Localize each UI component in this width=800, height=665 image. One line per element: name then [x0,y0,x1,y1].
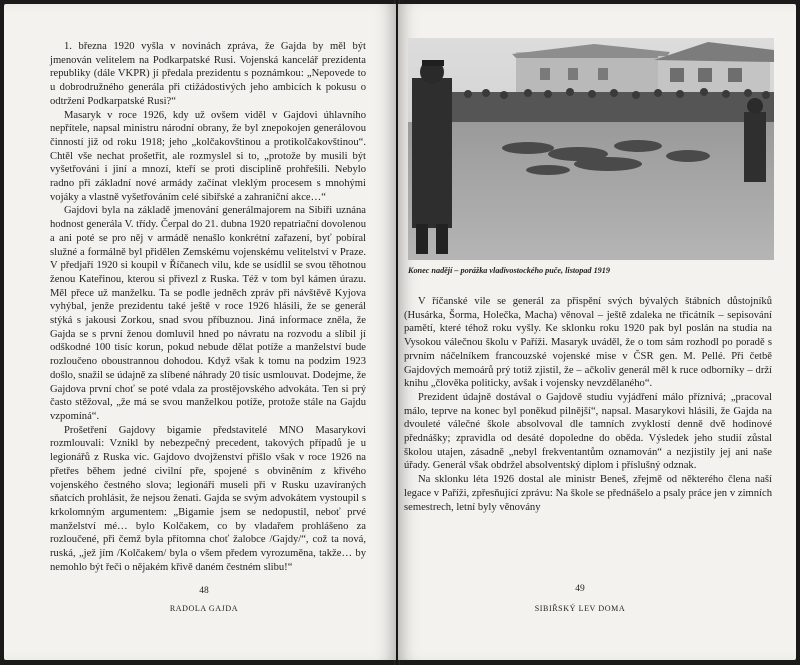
paragraph: Prezident údajně dostával o Gajdově studiu vyjádření málo příznivá; „pracoval málo, teprve na konec byl poněkud pilnější“, napsal. Masarykovi hlásili, že Gajda na dvouleté válečné škole absolvoval dle tamních zvyklostí denně dvě hodinové přednášky; zpravidla od desáté dopoledne do oběda. Výsledek jeho studií zůstal školou utajen, zásadně „nebyl frekventantům oznamován“ a nezjistily jej ani naše úřady. Generál však obdržel absolventský diplom i příslušný odznak. [404,391,772,472]
paragraph: Gajdovi byla na základě jmenování generálmajorem na Sibiři uznána hodnost generála V. třídy. Čerpal do 21. dubna 1920 repatriační dovolenou a ani poté se pro něj v armádě nenašlo konkrétní zařazení, byť pobíral služné a formálně byl přidělen Zemskému vojenskému velitelství v Praze. V předjaří 1920 si koupil v Říčanech vilu, kde se usídlil se svou těhotnou ženou Kateřinou, kterou si přivezl z Ruska. Též v tom byl kámen úrazu. Měl přece už manželku. Ta se podle jedněch zpráv při návštěvě Kyjova vyhýbal, jenže prezidentu také ještě v roce 1926 hlásili, že se generál stýká s jakousi Zorkou, snad svou příbuznou. Jiná informace zněla, že Gajda se s první ženou domluvil hned po návratu na rozvodu a slíbil jí odškodné 100 tisíc korun, pokud nebude dělat potíže a manželství bude rozloučeno oboustrannou dohodou. Když však k tomu na podzim 1923 došlo, snažil se údajně za slíbené náhrady 20 tisíc usmlouvat. Dodejme, že Gajdova první choť se poté vdala za prostějovského advokáta. Ten si prý často stěžoval, „že má se svou manželkou potíže, protože stále na Gajdu vzpomíná“. [50,205,366,422]
right-page-body [404,295,772,514]
paragraph: Masaryk v roce 1926, kdy už ovšem viděl v Gajdovi úhlavního nepřítele, napsal ministru národní obrany, že byl znepokojen generálovou činností již od roku 1918; jeho „kolčakovštinou a protikolčakovštinou“. Chtěl vše nechat prošetřit, ale rozmyslel si to, „protože by musili být vyšetřováni i jiní a mnozí, kteří se proti disciplině prohřešili. Nebylo radno při základní nové armády začínat vleklým procesem s mnohými vojáky a vlastně vyšetřováním celé sibiřské a zahraniční akce…“ [50,109,366,203]
running-head: SIBIŘSKÝ LEV DOMA [534,604,626,613]
paragraph: 1. března 1920 vyšla v novinách zpráva, že Gajda by měl být jmenován velitelem na Podkarpatské Rusi. Vojenská kancelář prezidenta republiky (dále VKPR) jí předala prezidentu s poznámkou: „Nepovede to u dobrodružného generála při ctižádostivých jeho ambicích k pokusu o odtržení Podkarpatské Rusi?“ [50,41,366,107]
paragraph: Na sklonku léta 1926 dostal ale ministr Beneš, zřejmě od některého člena naší legace v Paříži, zpřesňující zprávu: Na škole se přednášelo a psaly práce jen v zimních semestrech, letní byly věnovány [404,474,772,513]
historical-photo [408,38,774,260]
left-page-body [50,40,366,574]
right-page [398,4,796,660]
paragraph: Prošetření Gajdovy bigamie představitelé MNO Masarykovi rozmlouvali: Vznikl by nebezpečný precedent, takových případů je u legionářů z Ruska víc. Gajdovo dvojženství přišlo však v roce 1926 na přetřes během jedné civilní pře, spojené s obviněním z křivého vojenského čestného slova; legionáři museli při v Rusku uzavíraných sňatcích prohlásit, že nejsou ženati. Gajda se svým advokátem vystoupil s krkolomným argumentem: „Bigamie jsem se nedopustil, neboť prvé manželství mé… bylo Kolčakem, co by vladařem prohlášeno za rozloučené, při čemž byla přítomna choť žalobce /Gajdy/“, což ta nová, ruská, „jež jím /Kolčakem/ byla o všem předem vyrozuměna, takže… by nemohlo být řeči o nějakém křivě daném čestném slibu!“ [50,424,366,573]
photo-caption: Konec nadějí – porážka vladivostockého puče, listopad 1919 [408,266,610,275]
page-number: 49 [575,584,585,594]
left-page [4,4,396,660]
paragraph: V říčanské vile se generál za přispění svých bývalých štábních důstojníků (Husárka, Šorma, Holečka, Macha) věnoval – ještě zdaleka ne třicátník – sepisování pamětí, které téhož roku vyšly. Ke sklonku roku 1920 pak byl poslán na studia na Vysokou válečnou školu v Paříži. Masaryk uváděl, že o tom sám rozhodl po poradě s prvním náčelníkem francouzské vojenské mise v ČSR gen. M. Pellé. Při četbě Gajdových memoárů prý totiž zjistil, že – ačkoliv generál měl k ruce odborníky – drží knihu „člověka politicky, avšak i vojensky nevzdělaného“. [404,296,772,390]
running-head: RADOLA GAJDA [169,604,239,613]
page-number: 48 [199,586,209,596]
